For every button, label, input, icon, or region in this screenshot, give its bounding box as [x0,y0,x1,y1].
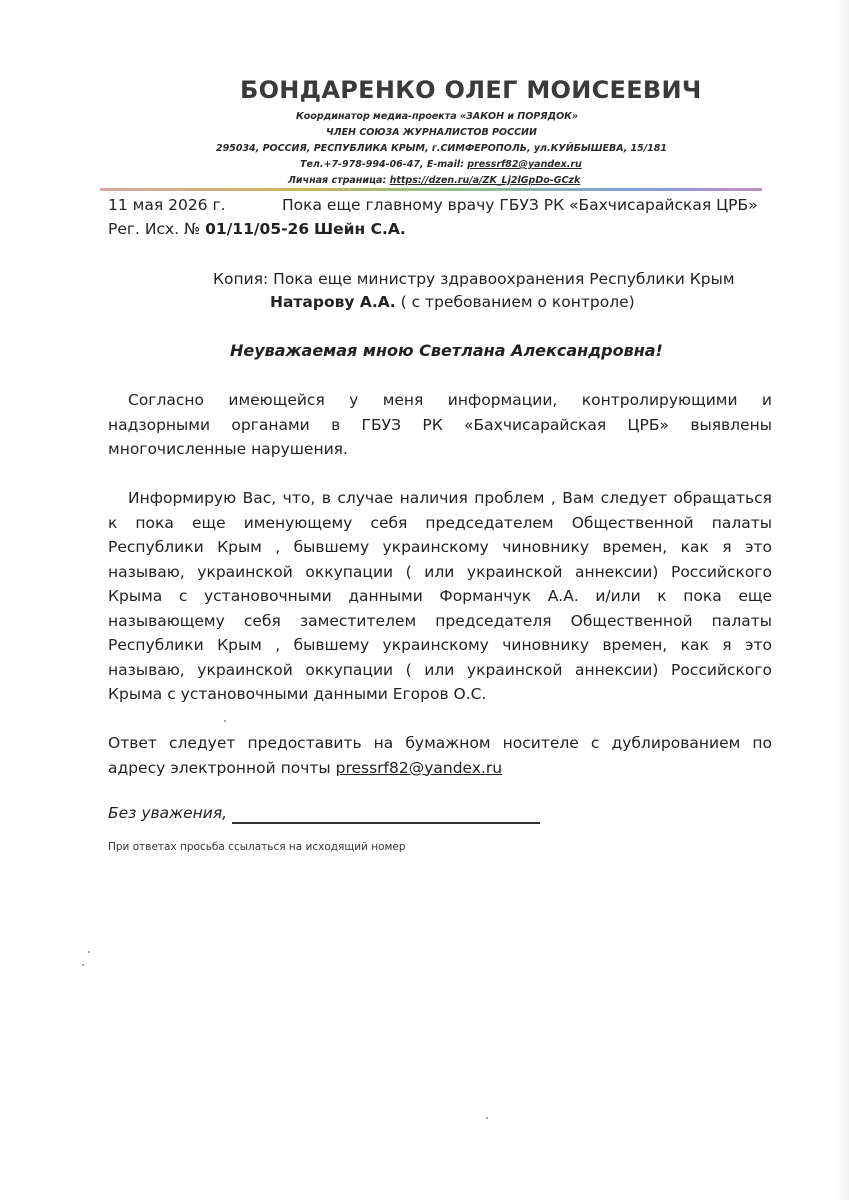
paragraph-line: надзорными органами в ГБУЗ РК «Бахчисарайская ЦРБ» выявлены [108,415,772,434]
letterhead-email-link[interactable]: pressrf82@yandex.ru [467,159,582,170]
paragraph-line: Республики Крым , бывшему украинскому чиновнику времен, как я это [108,636,772,654]
registration-number [108,220,309,238]
registration-prefix: Рег. Исх. № [108,220,206,238]
paragraph-line: Крыма с установочными данными Егоров О.С. [108,685,487,703]
copy-recipient-note: ( с требованием о контроле) [395,293,635,311]
signature-label: Без уважения, [108,804,228,822]
paragraph-line: Республики Крым , бывшему украинскому чиновнику времен, как я это [108,538,772,556]
paragraph-line: к пока еще именующему себя председателем Общественной палаты [108,513,772,532]
addressee-line: Пока еще главному врачу ГБУЗ РК «Бахчисарайская ЦРБ» [282,196,758,214]
paragraph-line [108,756,772,781]
paragraph-line: Согласно имеющейся у меня информации, контролирующими и [128,391,772,409]
paragraph-line: Ответ следует предоставить на бумажном носителе с дублированием по [108,734,772,752]
letterhead-name: БОНДАРЕНКО ОЛЕГ МОИСЕЕВИЧ [240,76,702,104]
paragraph-reply-request [108,731,772,780]
copy-line: Копия: Пока еще министру здравоохранения Республики Крым [213,270,735,288]
signature-line [232,822,540,824]
letterhead-role: Координатор медиа-проекта «ЗАКОН и ПОРЯДОК» [296,111,579,122]
reply-email-prefix: адресу электронной почты [108,758,336,777]
reply-email-link[interactable]: pressrf82@yandex.ru [335,758,503,777]
letterhead-divider [100,188,762,191]
letterhead-page-prefix: Личная страница: [288,175,390,186]
letterhead-contacts [300,159,582,170]
paragraph-information [108,486,772,707]
addressee-name: Шейн С.А. [314,220,406,238]
copy-recipient-name: Натарову А.А. [270,293,396,311]
footnote: При ответах просьба ссылаться на исходящий номер [108,841,406,853]
letterhead-page-link[interactable]: https://dzen.ru/a/ZK_Lj2lGpDo-GCzk [389,175,581,186]
scan-speck [88,951,90,953]
paragraph-line: многочисленные нарушения. [108,440,348,458]
scan-speck [224,720,226,722]
letterhead-contacts-prefix: Тел.+7-978-994-06-47, E-mail: [300,159,468,170]
letter-date: 11 мая 2026 г. [108,196,226,214]
letterhead-union: ЧЛЕН СОЮЗА ЖУРНАЛИСТОВ РОССИИ [326,127,537,138]
copy-recipient [270,293,635,311]
paragraph-findings [108,388,772,462]
paragraph-line: Крыма с установочными данными Форманчук А.А. и/или к пока еще [108,587,772,605]
letterhead-address: 295034, РОССИЯ, РЕСПУБЛИКА КРЫМ, г.СИМФЕРОПОЛЬ, ул.КУЙБЫШЕВА, 15/181 [216,143,667,154]
paragraph-line: называющему себя заместителем председателя Общественной палаты [108,611,772,630]
scan-speck [82,964,84,966]
greeting: Неуважаемая мною Светлана Александровна! [230,341,663,360]
paragraph-line: называю, украинской оккупации ( или украинской аннексии) Российского [108,562,772,581]
registration-value: 01/11/05-26 [205,220,310,238]
paragraph-line: называю, украинской оккупации ( или украинской аннексии) Российского [108,660,772,679]
paragraph-line: Информирую Вас, что, в случае наличия проблем , Вам следует обращаться [128,489,772,507]
scan-speck [486,1117,488,1119]
letterhead-page [288,175,580,186]
page-edge-shadow [835,0,849,1200]
